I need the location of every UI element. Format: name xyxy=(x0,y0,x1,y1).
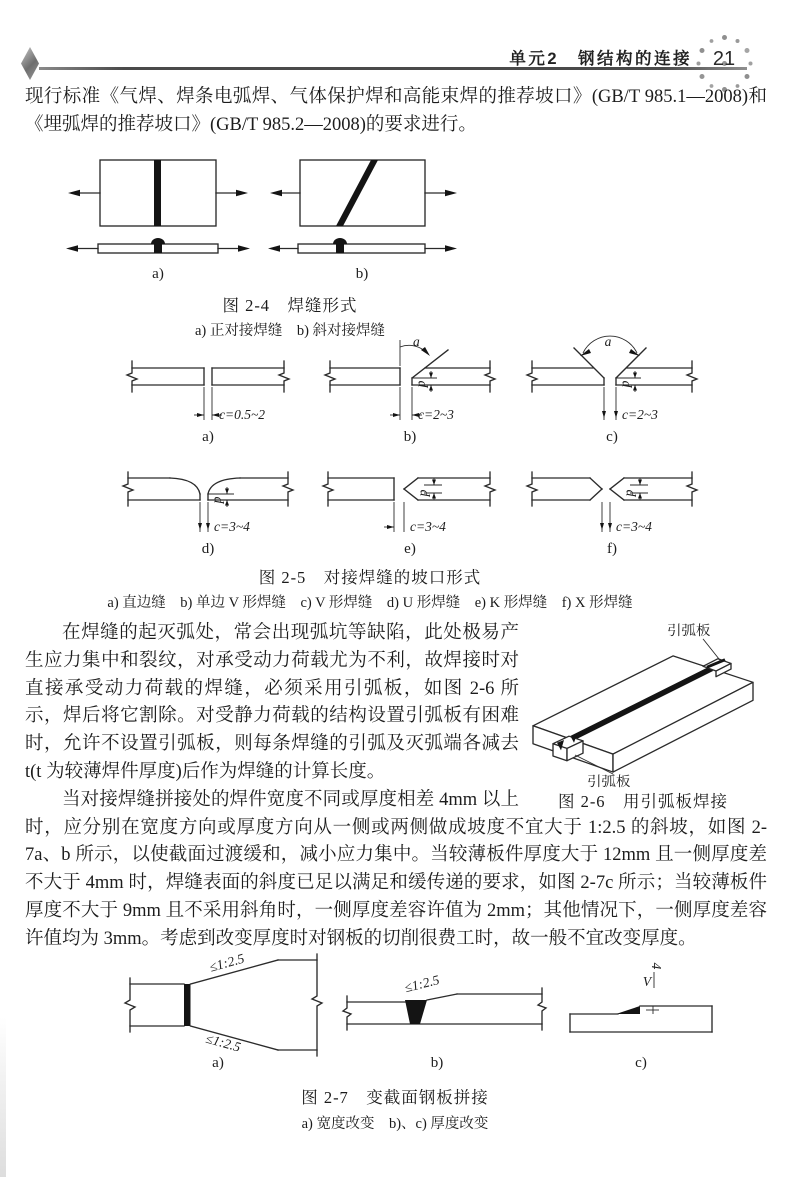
header-diamond-ornament xyxy=(21,47,39,80)
figure-2-5 xyxy=(70,334,670,612)
x-groove-drawing xyxy=(516,450,709,558)
figure-2-7-drawings xyxy=(60,952,730,1070)
slope-label: ≤1:2.5 xyxy=(402,972,441,996)
root-face-label: p xyxy=(617,380,632,388)
scan-edge-artifact xyxy=(0,1017,6,1177)
gap-dimension: c=2~3 xyxy=(622,407,658,422)
weld-symbol-v-groove: V xyxy=(642,974,652,989)
gap-dimension: c=3~4 xyxy=(616,519,652,534)
straight-butt-weld-drawing xyxy=(60,156,270,284)
figure-2-5-row-1 xyxy=(112,334,670,446)
v-groove-drawing xyxy=(516,334,709,446)
figure-2-5-subcaption: a) 直边缝 b) 单边 V 形焊缝 c) V 形焊缝 d) U 形焊缝 e) K 形焊缝 f) X 形焊缝 xyxy=(107,595,633,611)
figure-2-4-caption: 图 2-4 焊缝形式 xyxy=(222,296,358,315)
figure-2-7-caption: 图 2-7 变截面钢板拼接 xyxy=(301,1088,489,1107)
root-face-label: p xyxy=(415,489,430,497)
gap-dimension: c=3~4 xyxy=(214,519,250,534)
figure-2-7-subcaption: a) 宽度改变 b)、c) 厚度改变 xyxy=(301,1116,489,1132)
subfig-label: a) xyxy=(202,429,214,445)
runon-plate-weld-drawing xyxy=(527,620,767,790)
k-groove-drawing xyxy=(314,450,507,558)
groove-angle-label: a xyxy=(604,334,612,349)
oblique-butt-weld-drawing xyxy=(270,156,500,284)
subfig-label: f) xyxy=(607,541,617,557)
page-number-badge xyxy=(696,36,752,90)
runon-plate-label-bottom: 引弧板 xyxy=(587,774,631,791)
subfig-c-label: c) xyxy=(635,1055,647,1071)
subfig-label: c) xyxy=(606,429,618,445)
width-transition-drawing xyxy=(110,952,325,1070)
top-slope-label: ≤1:2.5 xyxy=(207,950,246,975)
chapter-header-title: 单元2 钢结构的连接 xyxy=(509,50,692,68)
subfig-label: b) xyxy=(403,429,417,445)
runon-plate-label-top: 引弧板 xyxy=(667,623,711,639)
square-groove-drawing xyxy=(112,338,305,446)
paragraph-thickness-transition: 当对接焊缝拼接处的焊件宽度不同或厚度相差 4mm 以上时，应分别在宽度方向或厚度方向从一侧或两侧做成坡度不宜大于 1:2.5 的斜坡，如图 2-7a、b 所示，以使截面过渡缓和，减小应力集中。当较薄板件厚度大于 12mm 且一侧厚度差不大于 4mm 时，焊缝表面的斜度已足以满足和缓传递的要求，如图 2-7c 所示；当较薄板件厚度不大于 9mm 且不采用斜角时，一侧厚度差容许值为 2mm；其他情况下，一侧厚度差容许值均为 3mm。考虑到改变厚度时对钢板的切削很费工时，故一般不宜改变厚度。 xyxy=(25,789,767,949)
paragraph-standards: 现行标准《气焊、焊条电弧焊、气体保护焊和高能束焊的推荐坡口》(GB/T 985.1—2008)和《埋弧焊的推荐坡口》(GB/T 985.2—2008)的要求进行。 xyxy=(25,87,767,135)
bottom-slope-label: ≤1:2.5 xyxy=(204,1030,243,1055)
figure-2-6 xyxy=(519,620,767,812)
u-groove-drawing xyxy=(112,450,305,558)
weld-symbol-size: 4 xyxy=(649,962,664,970)
page-number: 21 xyxy=(712,48,736,70)
gap-dimension: c=3~4 xyxy=(410,519,446,534)
paragraph-runon-plates: 在焊缝的起灭弧处，常会出现弧坑等缺陷，此处极易产生应力集中和裂纹，对承受动力荷载尤为不利，故焊接时对直接承受动力荷载的焊缝，必须采用引弧板，如图 2-6 所示，焊后将它割除。对受静力荷载的结构设置引弧板有困难时，允许不设置引弧板，则每条焊缝的引弧及灭弧端各减去 t(t 为较薄焊件厚度)后作为焊缝的计算长度。 xyxy=(25,623,519,782)
subfig-a-label: a) xyxy=(212,1055,224,1071)
root-face-label: p xyxy=(621,489,636,497)
subfig-b-label: b) xyxy=(355,266,369,282)
figure-2-5-caption: 图 2-5 对接焊缝的坡口形式 xyxy=(258,568,482,587)
figure-2-4-drawings xyxy=(60,156,520,284)
text-flow-section xyxy=(25,620,767,954)
figure-2-6-caption: 图 2-6 用引弧板焊接 xyxy=(557,792,729,811)
figure-2-4 xyxy=(60,156,520,340)
subfig-a-label: a) xyxy=(152,266,164,282)
gap-dimension: c=2~3 xyxy=(418,407,454,422)
thickness-transition-slope-drawing xyxy=(337,952,552,1070)
thickness-transition-weld-drawing xyxy=(566,952,716,1070)
subfig-b-label: b) xyxy=(430,1055,444,1071)
subfig-label: e) xyxy=(404,541,416,557)
figure-2-7 xyxy=(60,952,730,1133)
subfig-label: d) xyxy=(201,541,215,557)
root-face-label: p xyxy=(209,496,224,504)
gap-dimension: c=0.5~2 xyxy=(219,407,266,422)
root-face-label: p xyxy=(413,380,428,388)
figure-2-5-row-2 xyxy=(112,450,670,558)
single-bevel-groove-drawing xyxy=(314,334,507,446)
figure-2-4-subcaption: a) 正对接焊缝 b) 斜对接焊缝 xyxy=(194,323,386,339)
bevel-angle-label: a xyxy=(413,334,420,349)
